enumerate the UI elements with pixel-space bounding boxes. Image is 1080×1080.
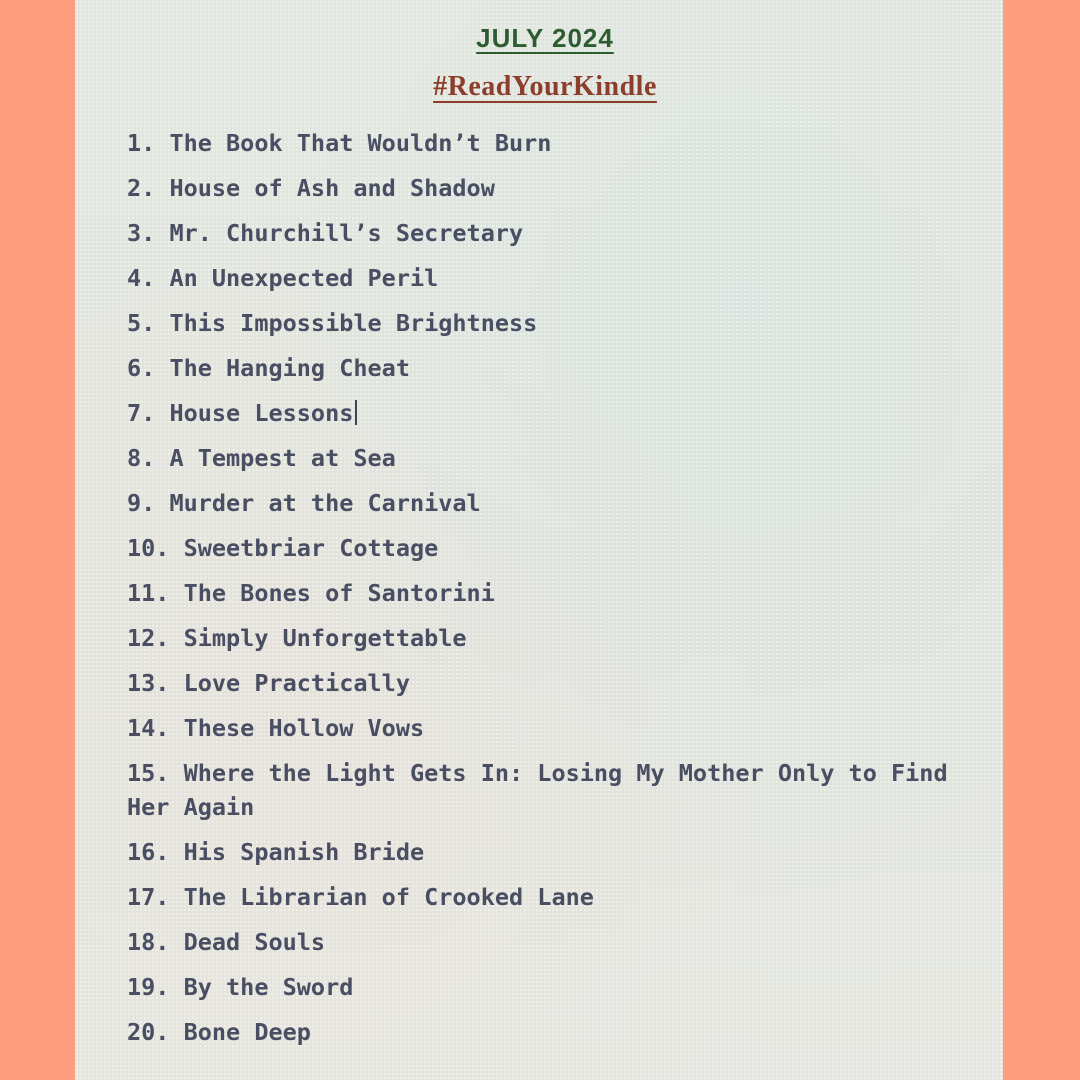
list-item: 5. This Impossible Brightness	[127, 309, 538, 337]
list-item: 13. Love Practically	[127, 669, 410, 697]
list-item: 20. Bone Deep	[127, 1018, 311, 1046]
list-item: 18. Dead Souls	[127, 928, 326, 956]
list-item: 12. Simply Unforgettable	[127, 624, 467, 652]
list-item: 1. The Book That Wouldn’t Burn	[127, 129, 552, 157]
list-item: 6. The Hanging Cheat	[127, 354, 410, 382]
document-content	[75, 0, 1003, 1080]
list-item: 17. The Librarian of Crooked Lane	[127, 883, 594, 911]
page-title: JULY 2024	[476, 23, 614, 53]
list-item: 4. An Unexpected Peril	[127, 264, 439, 292]
list-item: 9. Murder at the Carnival	[127, 489, 481, 517]
hashtag-heading: #ReadYourKindle	[433, 71, 657, 102]
list-item: 15. Where the Light Gets In: Losing My Mother Only to Find Her Again	[127, 759, 948, 821]
text-cursor	[355, 400, 357, 425]
screen-page	[75, 0, 1003, 1080]
list-item	[127, 396, 963, 430]
list-item: 3. Mr. Churchill’s Secretary	[127, 219, 524, 247]
list-item: 19. By the Sword	[127, 973, 354, 1001]
list-item: 8. A Tempest at Sea	[127, 444, 396, 472]
list-item: 2. House of Ash and Shadow	[127, 174, 495, 202]
list-item: 16. His Spanish Bride	[127, 838, 425, 866]
list-item: 14. These Hollow Vows	[127, 714, 425, 742]
list-item: 11. The Bones of Santorini	[127, 579, 495, 607]
list-item: 10. Sweetbriar Cottage	[127, 534, 439, 562]
list-item-text: 7. House Lessons	[127, 399, 354, 427]
document-text-area[interactable]	[127, 126, 963, 1049]
